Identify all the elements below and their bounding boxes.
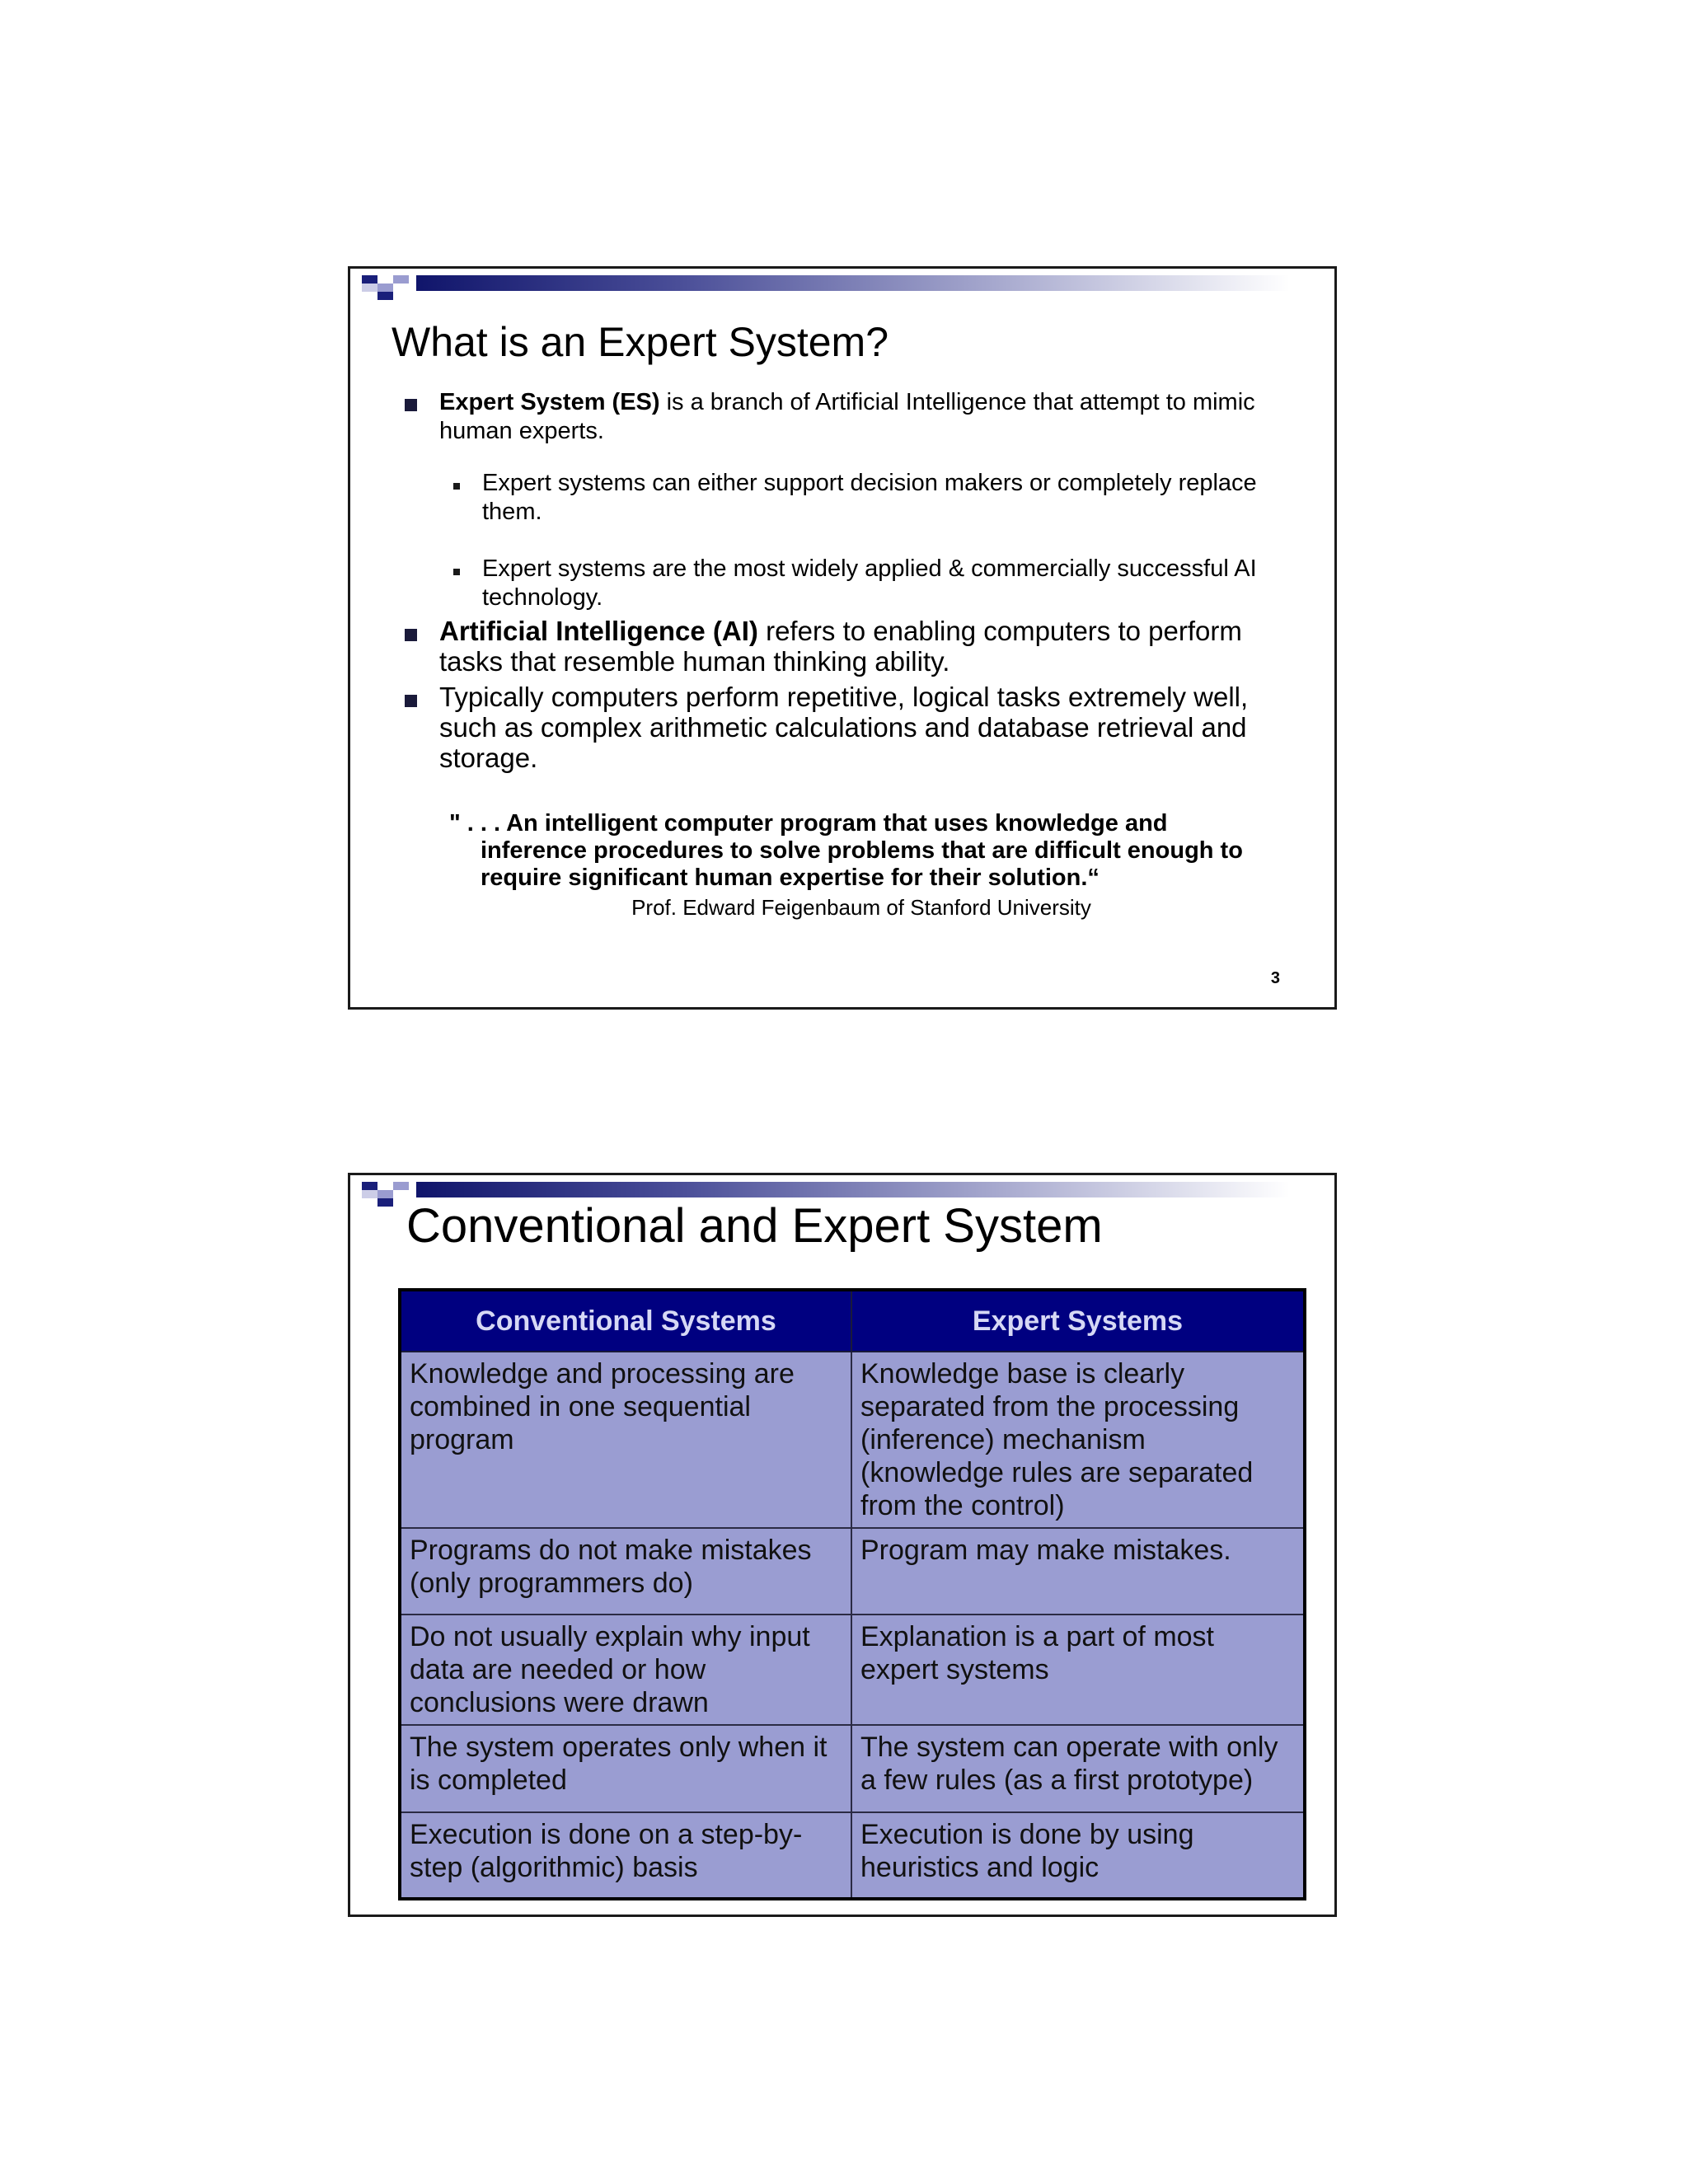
sub-bullet-support: Expert systems can either support decision makers or completely replace them. xyxy=(482,470,1257,525)
table-cell: Programs do not make mistakes (only programmers do) xyxy=(400,1528,851,1615)
page-number: 3 xyxy=(1270,969,1280,987)
deco-square xyxy=(377,1190,393,1198)
header-gradient-bar xyxy=(416,1182,1290,1197)
deco-square xyxy=(377,284,393,292)
table-header-row xyxy=(400,1290,1305,1352)
comparison-table xyxy=(398,1288,1306,1900)
bullet-square-icon xyxy=(405,695,417,707)
deco-square xyxy=(362,1182,377,1190)
slide-what-is-expert-system xyxy=(348,266,1337,1010)
table-row xyxy=(400,1812,1305,1899)
table-row xyxy=(400,1352,1305,1528)
quote-line-1: " . . . An intelligent computer program that uses knowledge and xyxy=(449,810,1168,837)
table-cell: The system can operate with only a few rules (as a first prototype) xyxy=(851,1725,1305,1812)
term-artificial-intelligence: Artificial Intelligence (AI) xyxy=(439,616,758,646)
table-row xyxy=(400,1725,1305,1812)
quote-rest: inference procedures to solve problems that are difficult enough to require significant human expertise for their solution.“ xyxy=(481,837,1243,891)
sub-bullet-icon xyxy=(453,483,460,490)
sub-bullet-applied: Expert systems are the most widely applied & commercially successful AI technology. xyxy=(482,555,1257,611)
table-cell: Knowledge base is clearly separated from the processing (inference) mechanism (knowledge rules are separated from the control) xyxy=(851,1352,1305,1528)
column-header-conventional: Conventional Systems xyxy=(400,1290,851,1352)
table-row xyxy=(400,1615,1305,1725)
bullet-artificial-intelligence xyxy=(439,616,1280,677)
deco-square xyxy=(362,284,377,292)
deco-square xyxy=(377,1198,393,1207)
table-cell: Program may make mistakes. xyxy=(851,1528,1305,1615)
deco-square xyxy=(393,275,409,284)
bullet-text: refers to enabling computers to perform tasks that resemble human thinking ability. xyxy=(439,616,1242,677)
header-gradient-bar xyxy=(416,275,1290,291)
table-cell: Explanation is a part of most expert systems xyxy=(851,1615,1305,1725)
deco-square xyxy=(377,292,393,300)
feigenbaum-quote xyxy=(449,810,1273,892)
deco-square xyxy=(393,1182,409,1190)
slide-header-decoration xyxy=(350,269,1337,310)
slide-conventional-vs-expert xyxy=(348,1173,1337,1917)
table-cell: The system operates only when it is completed xyxy=(400,1725,851,1812)
term-expert-system: Expert System (ES) xyxy=(439,389,660,415)
deco-square xyxy=(362,275,377,284)
table-cell: Execution is done by using heuristics and logic xyxy=(851,1812,1305,1899)
bullet-expert-system xyxy=(439,388,1280,446)
column-header-expert: Expert Systems xyxy=(851,1290,1305,1352)
slide-title: What is an Expert System? xyxy=(392,319,889,365)
bullet-typical-computers: Typically computers perform repetitive, logical tasks extremely well, such as complex arithmetic calculations and database retrieval and storage. xyxy=(439,682,1249,773)
table-row xyxy=(400,1528,1305,1615)
table-cell: Knowledge and processing are combined in one sequential program xyxy=(400,1352,851,1528)
bullet-square-icon xyxy=(405,399,417,411)
bullet-text: is a branch of Artificial Intelligence that attempt to mimic human experts. xyxy=(439,389,1255,444)
deco-square xyxy=(362,1190,377,1198)
slide-title: Conventional and Expert System xyxy=(406,1199,1103,1253)
table-cell: Execution is done on a step-by-step (algorithmic) basis xyxy=(400,1812,851,1899)
table-cell: Do not usually explain why input data are needed or how conclusions were drawn xyxy=(400,1615,851,1725)
bullet-square-icon xyxy=(405,629,417,641)
quote-attribution: Prof. Edward Feigenbaum of Stanford University xyxy=(631,895,1091,920)
sub-bullet-icon xyxy=(453,569,460,575)
